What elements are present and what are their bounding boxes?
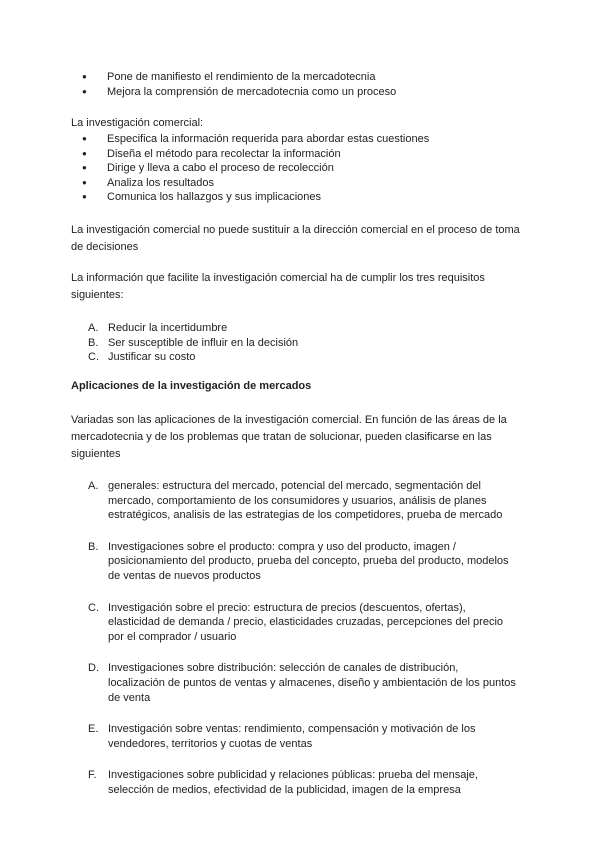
list-item: ● Comunica los hallazgos y sus implicaciones xyxy=(82,191,321,204)
paragraph-direccion: La investigación comercial no puede sustituir a la dirección comercial en el proceso de toma de decisiones xyxy=(71,224,520,253)
bullet-icon: ● xyxy=(82,134,87,143)
list-item: D. Investigaciones sobre distribución: selección de canales de distribución, localización de puntos de ventas y almacenes, diseño y ambientación de los puntos de venta xyxy=(88,662,516,704)
list-item: C. Justificar su costo xyxy=(88,351,196,364)
bullet-icon: ● xyxy=(82,72,87,81)
bullet-icon: ● xyxy=(82,86,87,96)
list-item: ● Especifica la información requerida para abordar estas cuestiones xyxy=(82,133,430,145)
list-item: B. Ser susceptible de influir en la decisión xyxy=(88,336,299,349)
list-item: ● Diseña el método para recolectar la información xyxy=(82,147,341,160)
list-item: B. Investigaciones sobre el producto: compra y uso del producto, imagen / posicionamiento del producto, prueba del concepto, prueba del producto, modelos de ventas de nuevos productos xyxy=(88,540,509,582)
list-item: ● Dirige y lleva a cabo el proceso de recolección xyxy=(82,162,334,175)
list-item: ● Mejora la comprensión de mercadotecnia como un proceso xyxy=(82,85,397,98)
aplicaciones-list xyxy=(88,479,516,798)
paragraph-requisitos: La información que facilite la investigación comercial ha de cumplir los tres requisitos siguientes: xyxy=(71,272,485,301)
top-bullet-list xyxy=(0,70,396,99)
bullet-icon: ● xyxy=(82,148,87,158)
list-item: E. Investigación sobre ventas: rendimiento, compensación y motivación de los vendedores, territorios y cuotas de ventas xyxy=(88,723,476,750)
requisitos-list xyxy=(88,321,298,365)
list-item: A. generales: estructura del mercado, potencial del mercado, segmentación del mercado, comportamiento de los consumidores y usuarios, análisis de planes estratégicos, analisis de las estrategias de los competidores, prueba de mercado xyxy=(88,480,503,522)
bullet-icon: ● xyxy=(82,163,87,173)
bullet-icon: ● xyxy=(82,192,87,202)
investigacion-bullet-list xyxy=(0,132,429,205)
list-item: A. Reducir la incertidumbre xyxy=(88,322,228,334)
list-item: C. Investigación sobre el precio: estructura de precios (descuentos, ofertas), elasticidad de demanda / precio, elasticidades cruzadas, percepciones del precio por el comprador / usuario xyxy=(88,601,504,643)
section-heading: Aplicaciones de la investigación de mercados xyxy=(71,380,312,392)
bullet-icon: ● xyxy=(82,177,87,187)
list-item: ● Analiza los resultados xyxy=(82,176,215,189)
investigacion-intro: La investigación comercial: xyxy=(71,117,204,129)
paragraph-aplicaciones: Variadas son las aplicaciones de la investigación comercial. En función de las áreas de la mercadotecnia y de los problemas que tratan de solucionar, pueden clasificarse en las siguientes xyxy=(71,414,507,460)
list-item: ● Pone de manifiesto el rendimiento de la mercadotecnia xyxy=(82,71,376,83)
list-item: F. Investigaciones sobre publicidad y relaciones públicas: prueba del mensaje, selección de medios, efectividad de la publicidad, imagen de la empresa xyxy=(88,769,478,796)
